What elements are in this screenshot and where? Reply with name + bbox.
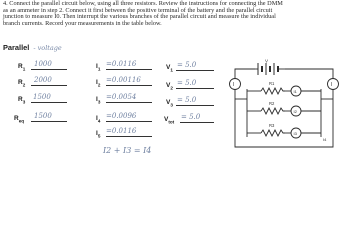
req-label: $R_{eq}$ <box>14 115 25 124</box>
i2-value: =0.00116 <box>106 76 141 84</box>
instructions-line: 4. Connect the parallel circuit below, using all three resistors. Review the instructions for connecting the DMM <box>3 0 283 7</box>
ammeter-right-symbol: I <box>331 82 333 88</box>
i4-label: $I_4$ <box>96 115 101 124</box>
ammeter-branch2-label: I2 <box>293 109 297 114</box>
v1-value: = 5.0 <box>177 61 197 69</box>
section-title <box>3 43 62 52</box>
section-title-text: Parallel <box>3 43 30 52</box>
i2-label: $I_2$ <box>96 79 101 88</box>
r3-label: $R_3$ <box>18 96 26 105</box>
instructions-line: junction to measure I0. Then interrupt the various branches of the parallel circuit and measure the individual <box>3 13 276 21</box>
r2-value: 2000 <box>34 76 52 84</box>
i5-value: =0.0116 <box>106 127 137 135</box>
r1-value: 1000 <box>34 60 52 68</box>
req-value: 1500 <box>34 112 52 120</box>
resistor-r3-icon <box>261 130 285 136</box>
battery-symbol <box>255 63 285 75</box>
v2-label: $V_2$ <box>166 82 173 91</box>
i3-value: =0.0054 <box>106 93 137 101</box>
ammeter-total-label: I4 <box>323 137 327 142</box>
v2-value: = 5.0 <box>177 79 197 87</box>
ammeter-branch1-label: I1 <box>293 89 297 94</box>
handwritten-note: - voltage <box>33 44 62 52</box>
r1-diagram-label: R1 <box>269 81 275 86</box>
ammeter-branch3-label: I3 <box>293 131 297 136</box>
instructions-line: as an ammeter in step 2. Connect it first between the positive terminal of the battery and the parallel circuit <box>3 6 273 14</box>
resistor-r2-icon <box>261 108 285 114</box>
ammeter-left-symbol: I <box>233 82 235 88</box>
i1-value: =0.0116 <box>106 60 137 68</box>
resistor-r1-icon <box>261 88 285 94</box>
instructions-text <box>3 1 343 28</box>
i4-value: =0.0096 <box>106 112 137 120</box>
ammeter-right-icon <box>328 79 339 90</box>
v1-label: $V_1$ <box>166 64 173 73</box>
i3-label: $I_3$ <box>96 96 101 105</box>
v3-value: = 5.0 <box>177 96 197 104</box>
current-sum-note: I2 + I3 = I4 <box>103 146 152 155</box>
vtot-value: = 5.0 <box>181 113 201 121</box>
i5-label: $I_5$ <box>96 130 101 139</box>
instructions-line: branch currents. Record your measurements in the table below. <box>3 20 162 28</box>
r2-label: $R_2$ <box>18 79 26 88</box>
ammeter-left-icon <box>230 79 241 90</box>
r3-value: 1500 <box>33 93 51 101</box>
v3-label: $V_3$ <box>166 99 173 108</box>
r3-diagram-label: R3 <box>269 123 275 128</box>
vtot-label: $V_{tot}$ <box>164 116 175 125</box>
i1-label: $I_1$ <box>96 63 101 72</box>
battery-label: V <box>265 59 269 64</box>
r2-diagram-label: R2 <box>269 101 275 106</box>
parallel-circuit-diagram <box>225 59 345 159</box>
r1-label: $R_1$ <box>18 63 26 72</box>
